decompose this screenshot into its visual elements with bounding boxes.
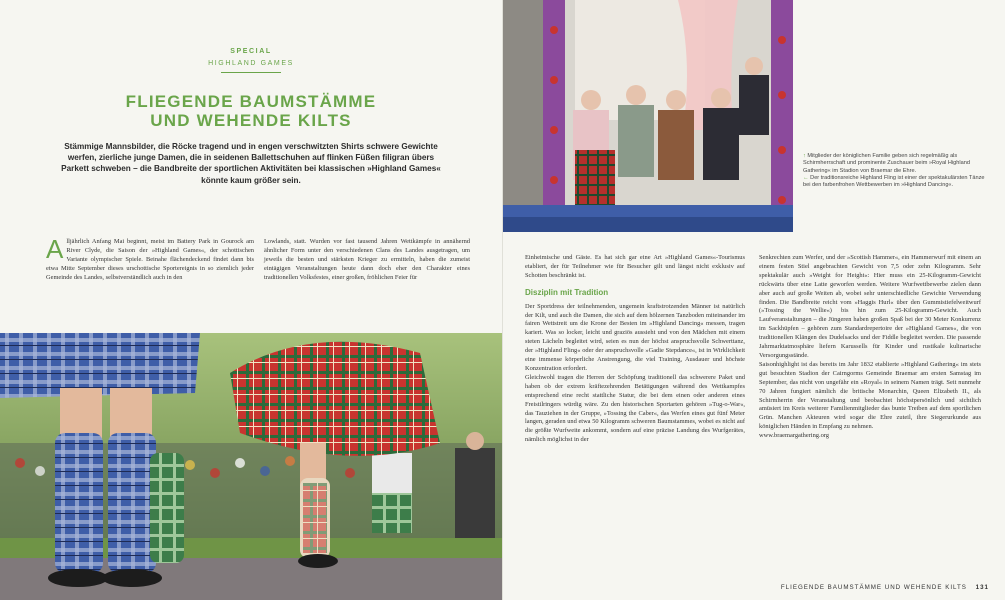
body-column-1 bbox=[46, 234, 254, 283]
running-title: FLIEGENDE BAUMSTÄMME UND WEHENDE KILTS bbox=[780, 584, 967, 591]
body-column-4 bbox=[759, 254, 981, 441]
highland-dancers-photo bbox=[0, 333, 502, 600]
section-subhead: Disziplin mit Tradition bbox=[525, 287, 609, 297]
body-col3-paragraph-1: Der Sportdress der teilnehmenden, ungemein kraftstrotzenden Männer ist natürlich der Kilt, und auch die Damen, die sich auf dem hölzernen Tanzboden miteinander im fairen Wettstreit um die Krone der Besten im »Highland Dancing« messen, tragen kariert. Was so locker, leicht und graziös aussieht und von den Mädchen mit einem steten Lächeln begleitet wird, seien es nun der höchst anspruchsvolle Schwerttanz, der »Highland Fling« oder der anspruchsvolle »Gadie Stepdance«, ist in Wirklichkeit eine immense körperliche Anstrengung, die viel Training, Ausdauer und höchste Konzentration erfordert. bbox=[525, 302, 745, 372]
headline-line1: FLIEGENDE BAUMSTÄMME bbox=[125, 92, 377, 111]
page-number: 131 bbox=[975, 584, 989, 591]
lead-paragraph: Stämmige Mannsbilder, die Röcke tragend und in engen verschwitzten Shirts schwere Gewichte werfen, zierliche junge Damen, die in seidenen Ballettschuhen auf flinken Füßen filigran übers Parkett schweben – die Bandbreite der sportlichen Aktivitäten bei klassischen »Highland Games« könnte kaum größer sein. bbox=[61, 142, 441, 185]
body-col3-paragraph-2: Gleichwohl tragen die Herren der Schöpfung traditionell das schwerere Paket und haben ob der extrem kräftezehrenden Betätigungen während des Wettkampfes entsprechend eine recht stattliche Statur, die bei dem einen oder anderen eines Freistilringers würdig wäre. Zu den historischen Sportarten gehören »Tug-o-War«, das Tauziehen in der Gruppe, »Tossing the Caber«, das Werfen eines gut fünf Meter langen, geraden und etwa 50 Kilogramm schweren Baumstammes, wobei es nicht auf die größte Wurfweite ankommt, sondern auf eine präzise Landung des Wurfgerätes, nämlich möglichst in der bbox=[525, 373, 745, 444]
body-col1-text: lljährlich Anfang Mai beginnt, meist im Battery Park in Gourock am River Clyde, die Saison der »Highland Games«, der schottischen Variante olympischer Spiele. Beinahe flächendeckend findet dann bis etwa Mitte September dieses urschottische Sportereignis in so ziemlich jeder Gemeinde des Landes, selbstverständlich auch in den bbox=[46, 238, 254, 281]
kicker-rule bbox=[221, 72, 281, 73]
website-link[interactable]: www.braemargathering.org bbox=[759, 432, 829, 440]
left-page bbox=[0, 0, 502, 600]
body-col4-paragraph-1: Senkrechten zum Werfer, und der »Scottish Hammer«, ein Hammerwurf mit einem an einem festen Stiel angebrachten Gewicht von 7,5 oder zehn Kilogramm. Sehr spektakulär auch »Weight for Height«: Hier muss ein 25-Kilogramm-Gewicht rückwärts über eine Latte geworfen werden. Weitere Wurfwettbewerbe zielen dann aber auch auf große Weiten ab, wobei sehr unterschiedliche Gewichte Verwendung finden. Die Bandbreite reicht vom »Haggis Hurl« über den Gummistiefelweitwurf (»Tossing the Wellie«) bis hin zum 25-Kilogramm-Gewicht. Auch Laufveranstaltungen – die Jüngeren haben großen Spaß bei der 30 Meter Konkurrenz im Sackhüpfen – gehören zum Standardrepertoire der »Highland Games«, die von traditionellen Klängen des Dudelsacks und der Fiddle begleitet werden. Die passende Jahrmarktatmosphäre liefern Karussells für Kinder und rustikale kulinarische Versorgungsstände. bbox=[759, 254, 981, 359]
topic-kicker: HIGHLAND GAMES bbox=[208, 60, 294, 67]
highland-dancers-illustration bbox=[0, 333, 502, 600]
page-footer bbox=[781, 584, 989, 591]
arrow-left-icon: ← bbox=[803, 174, 809, 181]
body-column-3 bbox=[525, 254, 745, 445]
body-col3-intro: Einheimische und Gäste. Es hat sich gar eine Art »Highland Games«-Tourismus etabliert, der für Teilnehmer wie für Besucher gilt und längst nicht exklusiv auf Schotten beschränkt ist. bbox=[525, 254, 745, 279]
caption-dancers: ← Der traditionsreiche Highland Fling ist einer der spektakulärsten Tänze bei den farbenfrohen Wettbewerben im »Highland Dancing«. bbox=[803, 174, 985, 189]
article-headline bbox=[60, 92, 442, 130]
body-col4-paragraph-2: Saisonhighlight ist das bereits im Jahr 1832 etablierte »Highland Gathering« im stets gut besuchten Stadion der Cairngorms Gemeinde Braemar am ersten Samstag im September, das nicht von ungefähr ein »Royal« in seinem Namen trägt. Seit nunmehr 70 Jahren fungiert nämlich die britische Monarchin, Queen Elizabeth II., als Schirmherrin der Veranstaltung und beobachtet höchstpersönlich und sichtlich amüsiert im Kreis weiterer Familienmitglieder das bunte Treiben auf dem sportlichen Grün. Manchen Akteuren wird sogar die Ehre zuteil, ihre Siegerurkunde aus königlichen Händen in Empfang zu nehmen. bbox=[759, 360, 981, 431]
photo-captions bbox=[803, 153, 991, 189]
section-kicker: SPECIAL bbox=[230, 48, 272, 55]
headline-line2: UND WEHENDE KILTS bbox=[150, 111, 352, 130]
body-column-2: Lowlands, statt. Wurden vor fast tausend Jahren Wettkämpfe in annähernd ähnlicher Form unter den verschiedenen Clans des Landes ausgetragen, um jeweils die besten und stärksten Krieger zu ermitteln, haben die zumeist eintägigen Veranstaltungen heute dann doch eher den Charakter eines traditionellen Volksfestes, einer großen, fröhlichen Feier für bbox=[264, 238, 470, 281]
royal-box-illustration bbox=[503, 0, 793, 232]
drop-cap: A bbox=[46, 234, 64, 264]
arrow-up-icon: ↑ bbox=[803, 153, 806, 159]
royal-family-photo bbox=[503, 0, 793, 232]
right-page bbox=[502, 0, 1005, 600]
caption-royal: ↑ Mitglieder der königlichen Familie geben sich regelmäßig als Schirmherrschaft und prominente Zuschauer beim »Royal Highland Gathering« im Stadion von Braemar die Ehre. bbox=[803, 153, 970, 174]
